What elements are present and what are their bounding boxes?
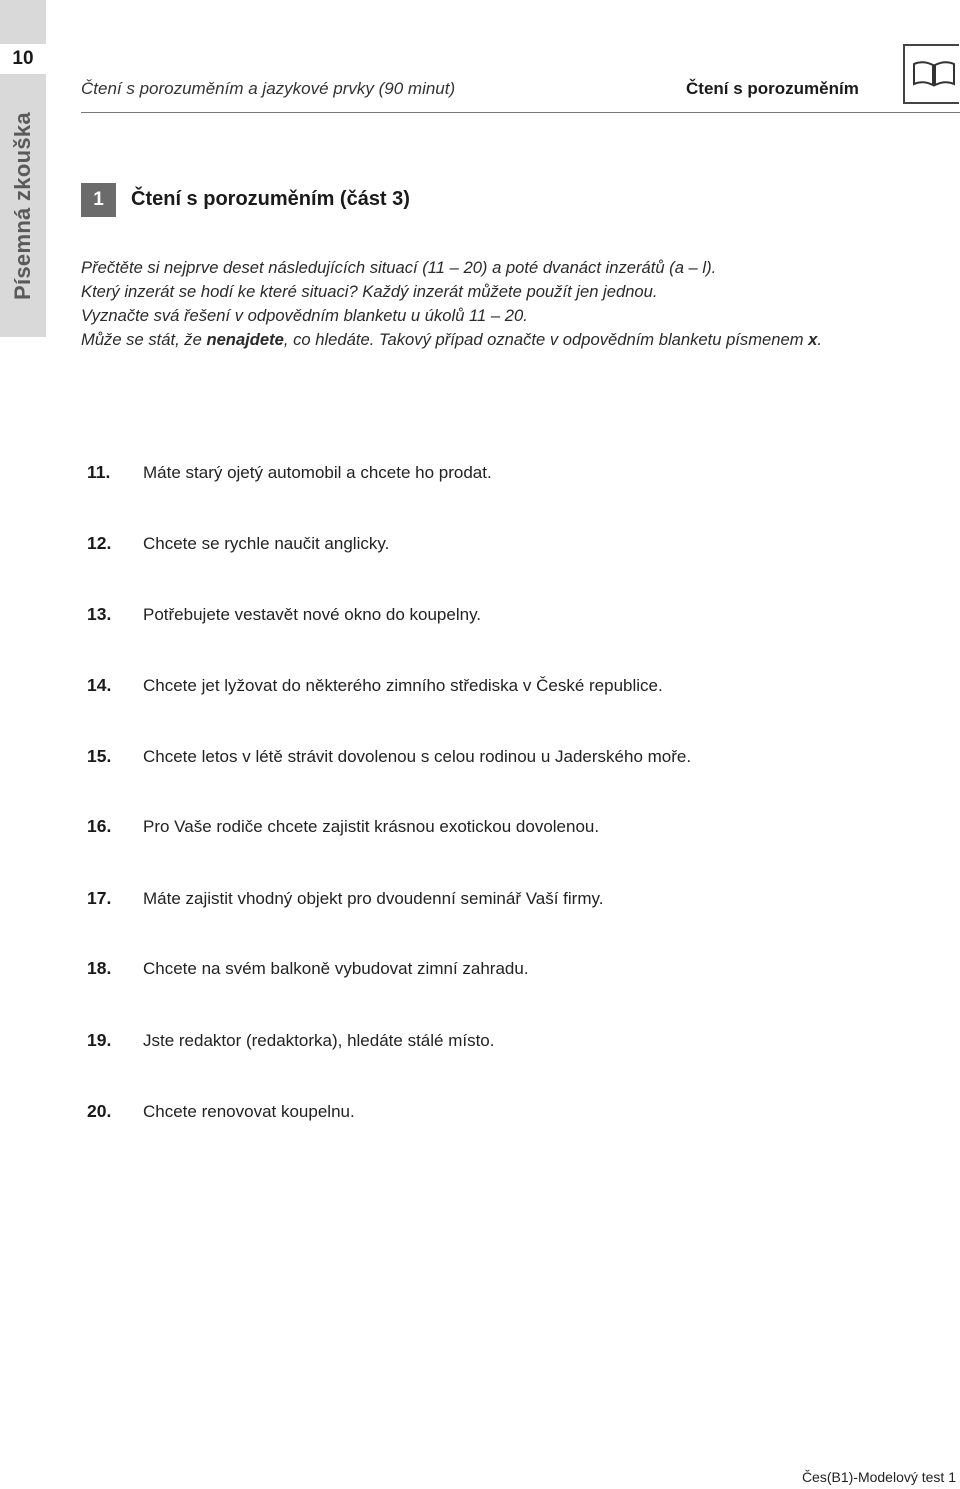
- question-number: 16.: [87, 816, 112, 836]
- instruction-line: Přečtěte si nejprve deset následujících situací (11 – 20) a poté dvanáct inzerátů (a – l).: [81, 258, 717, 277]
- instruction-line: Který inzerát se hodí ke které situaci? Každý inzerát můžete použít jen jednou.: [81, 282, 658, 301]
- question-text: Chcete renovovat koupelnu.: [143, 1102, 355, 1121]
- question-text: Chcete se rychle naučit anglicky.: [143, 534, 390, 553]
- instruction-text: Může se stát, že: [81, 330, 207, 349]
- question-number: 20.: [87, 1101, 112, 1121]
- question-text: Chcete jet lyžovat do některého zimního střediska v České republice.: [143, 676, 663, 695]
- section-number: 1: [81, 183, 116, 217]
- footer-test-id: Čes(B1)-Modelový test 1: [801, 1469, 956, 1485]
- book-icon: [903, 44, 959, 104]
- question-item: [87, 533, 389, 559]
- question-item: [87, 746, 691, 772]
- question-item: [87, 958, 529, 984]
- question-item: [87, 816, 599, 842]
- question-number: 11.: [87, 462, 111, 482]
- question-text: Chcete letos v létě strávit dovolenou s celou rodinou u Jaderského moře.: [143, 747, 692, 766]
- question-number: 14.: [87, 675, 112, 695]
- question-number: 19.: [87, 1030, 112, 1050]
- instruction-letter: x: [808, 330, 818, 349]
- question-text: Potřebujete vestavět nové okno do koupelny.: [143, 605, 482, 624]
- header-section: Čtení s porozuměním: [686, 79, 859, 98]
- question-item: [87, 888, 603, 914]
- question-text: Jste redaktor (redaktorka), hledáte stálé místo.: [143, 1031, 495, 1050]
- question-text: Pro Vaše rodiče chcete zajistit krásnou exotickou dovolenou.: [143, 817, 600, 836]
- question-number: 12.: [87, 533, 112, 553]
- instruction-emphasis: nenajdete: [206, 330, 284, 349]
- header-divider: [81, 112, 960, 113]
- question-item: [87, 604, 481, 630]
- instruction-text: .: [817, 330, 823, 349]
- instruction-line: [81, 328, 941, 352]
- page-number: 10: [0, 44, 46, 74]
- exam-part-label: Písemná zkouška: [10, 112, 35, 300]
- section-title: Čtení s porozuměním (část 3): [131, 188, 410, 210]
- question-number: 18.: [87, 958, 112, 978]
- question-item: [87, 1030, 495, 1056]
- question-text: Chcete na svém balkoně vybudovat zimní zahradu.: [143, 959, 529, 978]
- question-item: [87, 1101, 355, 1127]
- header-subject: Čtení s porozuměním a jazykové prvky (90 minut): [81, 79, 456, 98]
- instructions: [81, 256, 941, 352]
- question-item: [87, 462, 492, 488]
- question-number: 13.: [87, 604, 112, 624]
- question-number: 15.: [87, 746, 112, 766]
- question-number: 17.: [87, 888, 112, 908]
- instruction-line: Vyznačte svá řešení v odpovědním blanketu u úkolů 11 – 20.: [81, 306, 528, 325]
- instruction-text: , co hledáte. Takový případ označte v odpovědním blanketu písmenem: [283, 330, 809, 349]
- question-item: [87, 675, 663, 701]
- question-text: Máte starý ojetý automobil a chcete ho prodat.: [143, 463, 492, 482]
- question-text: Máte zajistit vhodný objekt pro dvoudenní seminář Vaší firmy.: [143, 889, 604, 908]
